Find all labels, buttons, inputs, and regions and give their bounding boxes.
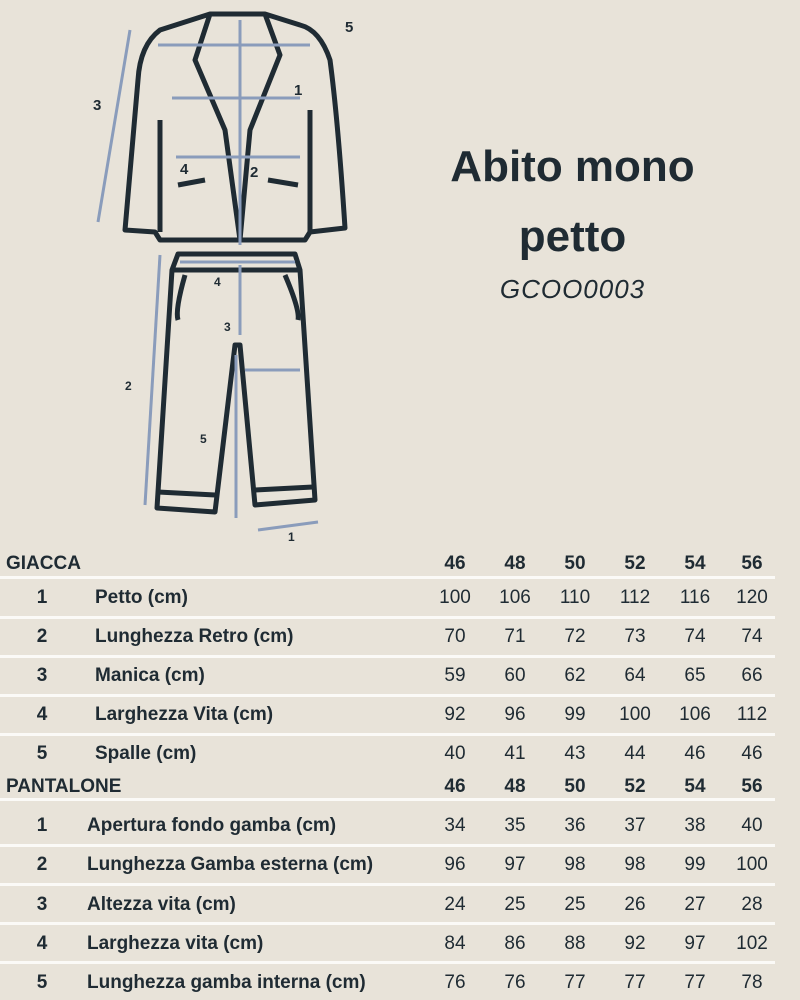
size-value: 74 xyxy=(741,626,763,647)
size-value: 77 xyxy=(624,972,646,993)
row-label: Apertura fondo gamba (cm) xyxy=(87,815,337,836)
size-value: 66 xyxy=(741,665,763,686)
row-number: 1 xyxy=(36,815,48,836)
size-value: 77 xyxy=(684,972,706,993)
pants-label-1: 1 xyxy=(288,530,295,544)
size-value: 99 xyxy=(564,704,586,725)
row-divider xyxy=(0,694,775,697)
pants-label-5: 5 xyxy=(200,432,207,446)
jacket-label-5: 5 xyxy=(345,19,354,36)
row-number: 5 xyxy=(36,743,48,764)
size-value: 106 xyxy=(499,587,531,608)
size-value: 46 xyxy=(684,743,706,764)
jacket-label-2: 2 xyxy=(250,164,259,181)
row-divider xyxy=(0,844,775,847)
row-label: Lunghezza Gamba esterna (cm) xyxy=(87,854,374,875)
size-value: 100 xyxy=(736,854,768,875)
size-value: 65 xyxy=(684,665,706,686)
size-value: 86 xyxy=(504,933,526,954)
size-value: 25 xyxy=(504,894,526,915)
size-value: 36 xyxy=(564,815,586,836)
size-value: 96 xyxy=(504,704,526,725)
size-value: 38 xyxy=(684,815,706,836)
size-value: 64 xyxy=(624,665,646,686)
size-header: 54 xyxy=(684,776,706,797)
row-label: Altezza vita (cm) xyxy=(87,894,236,915)
size-value: 59 xyxy=(444,665,466,686)
row-label: Lunghezza Retro (cm) xyxy=(95,626,294,647)
product-title: Abito mono petto xyxy=(450,142,695,261)
size-value: 71 xyxy=(504,626,526,647)
size-value: 100 xyxy=(439,587,471,608)
size-header: 52 xyxy=(624,776,646,797)
row-divider xyxy=(0,655,775,658)
row-divider xyxy=(0,733,775,736)
size-value: 92 xyxy=(444,704,466,725)
size-header: 50 xyxy=(564,553,586,574)
size-value: 78 xyxy=(741,972,763,993)
size-value: 112 xyxy=(619,587,651,608)
row-number: 4 xyxy=(36,704,48,725)
row-label: Petto (cm) xyxy=(95,587,188,608)
size-value: 40 xyxy=(741,815,763,836)
size-header: 52 xyxy=(624,553,646,574)
row-divider xyxy=(0,616,775,619)
table-row xyxy=(0,700,800,730)
row-divider xyxy=(0,961,775,964)
row-divider xyxy=(0,922,775,925)
size-header: 54 xyxy=(684,553,706,574)
suit-measurement-illustration xyxy=(0,0,400,550)
table-row xyxy=(0,622,800,652)
section-title: PANTALONE xyxy=(6,776,122,797)
row-divider xyxy=(0,883,775,886)
table-row xyxy=(0,890,800,920)
table-row xyxy=(0,811,800,841)
size-value: 112 xyxy=(736,704,768,725)
size-value: 24 xyxy=(444,894,466,915)
size-value: 27 xyxy=(684,894,706,915)
size-value: 84 xyxy=(444,933,466,954)
row-label: Larghezza vita (cm) xyxy=(87,933,264,954)
size-value: 26 xyxy=(624,894,646,915)
size-value: 62 xyxy=(564,665,586,686)
row-label: Lunghezza gamba interna (cm) xyxy=(87,972,366,993)
size-value: 98 xyxy=(564,854,586,875)
size-value: 96 xyxy=(444,854,466,875)
size-value: 76 xyxy=(504,972,526,993)
size-value: 37 xyxy=(624,815,646,836)
size-value: 44 xyxy=(624,743,646,764)
row-label: Spalle (cm) xyxy=(95,743,197,764)
size-value: 40 xyxy=(444,743,466,764)
row-divider xyxy=(0,576,775,579)
size-header: 48 xyxy=(504,553,526,574)
size-value: 73 xyxy=(624,626,646,647)
size-value: 98 xyxy=(624,854,646,875)
size-header: 46 xyxy=(444,553,466,574)
size-value: 120 xyxy=(736,587,768,608)
size-header: 56 xyxy=(741,553,763,574)
pants-label-2: 2 xyxy=(125,379,132,393)
size-value: 106 xyxy=(679,704,711,725)
row-label: Larghezza Vita (cm) xyxy=(95,704,274,725)
size-value: 35 xyxy=(504,815,526,836)
table-row xyxy=(0,661,800,691)
size-value: 25 xyxy=(564,894,586,915)
size-value: 28 xyxy=(741,894,763,915)
table-row xyxy=(0,850,800,880)
row-label: Manica (cm) xyxy=(95,665,205,686)
table-row xyxy=(0,583,800,613)
size-value: 99 xyxy=(684,854,706,875)
section-title: GIACCA xyxy=(6,553,81,574)
size-header: 46 xyxy=(444,776,466,797)
row-number: 2 xyxy=(36,854,48,875)
size-value: 70 xyxy=(444,626,466,647)
row-number: 3 xyxy=(36,665,48,686)
size-value: 72 xyxy=(564,626,586,647)
jacket-label-3: 3 xyxy=(93,97,102,114)
size-value: 43 xyxy=(564,743,586,764)
row-number: 1 xyxy=(36,587,48,608)
size-value: 74 xyxy=(684,626,706,647)
row-number: 3 xyxy=(36,894,48,915)
size-value: 110 xyxy=(559,587,591,608)
size-value: 97 xyxy=(684,933,706,954)
table-row xyxy=(0,739,800,769)
row-number: 2 xyxy=(36,626,48,647)
size-value: 60 xyxy=(504,665,526,686)
size-value: 100 xyxy=(619,704,651,725)
row-number: 4 xyxy=(36,933,48,954)
size-value: 88 xyxy=(564,933,586,954)
row-number: 5 xyxy=(36,972,48,993)
size-value: 41 xyxy=(504,743,526,764)
size-value: 92 xyxy=(624,933,646,954)
size-value: 97 xyxy=(504,854,526,875)
size-value: 46 xyxy=(741,743,763,764)
product-code: GCOO0003 xyxy=(499,274,646,304)
row-divider xyxy=(0,798,775,801)
jacket-label-1: 1 xyxy=(294,82,303,99)
pants-label-4: 4 xyxy=(214,275,221,289)
size-header: 56 xyxy=(741,776,763,797)
size-value: 77 xyxy=(564,972,586,993)
giacca-header-row xyxy=(0,549,800,579)
jacket-label-4: 4 xyxy=(180,161,189,178)
size-value: 34 xyxy=(444,815,466,836)
size-header: 48 xyxy=(504,776,526,797)
size-value: 102 xyxy=(736,933,768,954)
table-row xyxy=(0,968,800,998)
size-value: 116 xyxy=(679,587,711,608)
table-row xyxy=(0,929,800,959)
size-value: 76 xyxy=(444,972,466,993)
size-header: 50 xyxy=(564,776,586,797)
pants-label-3: 3 xyxy=(224,320,231,334)
